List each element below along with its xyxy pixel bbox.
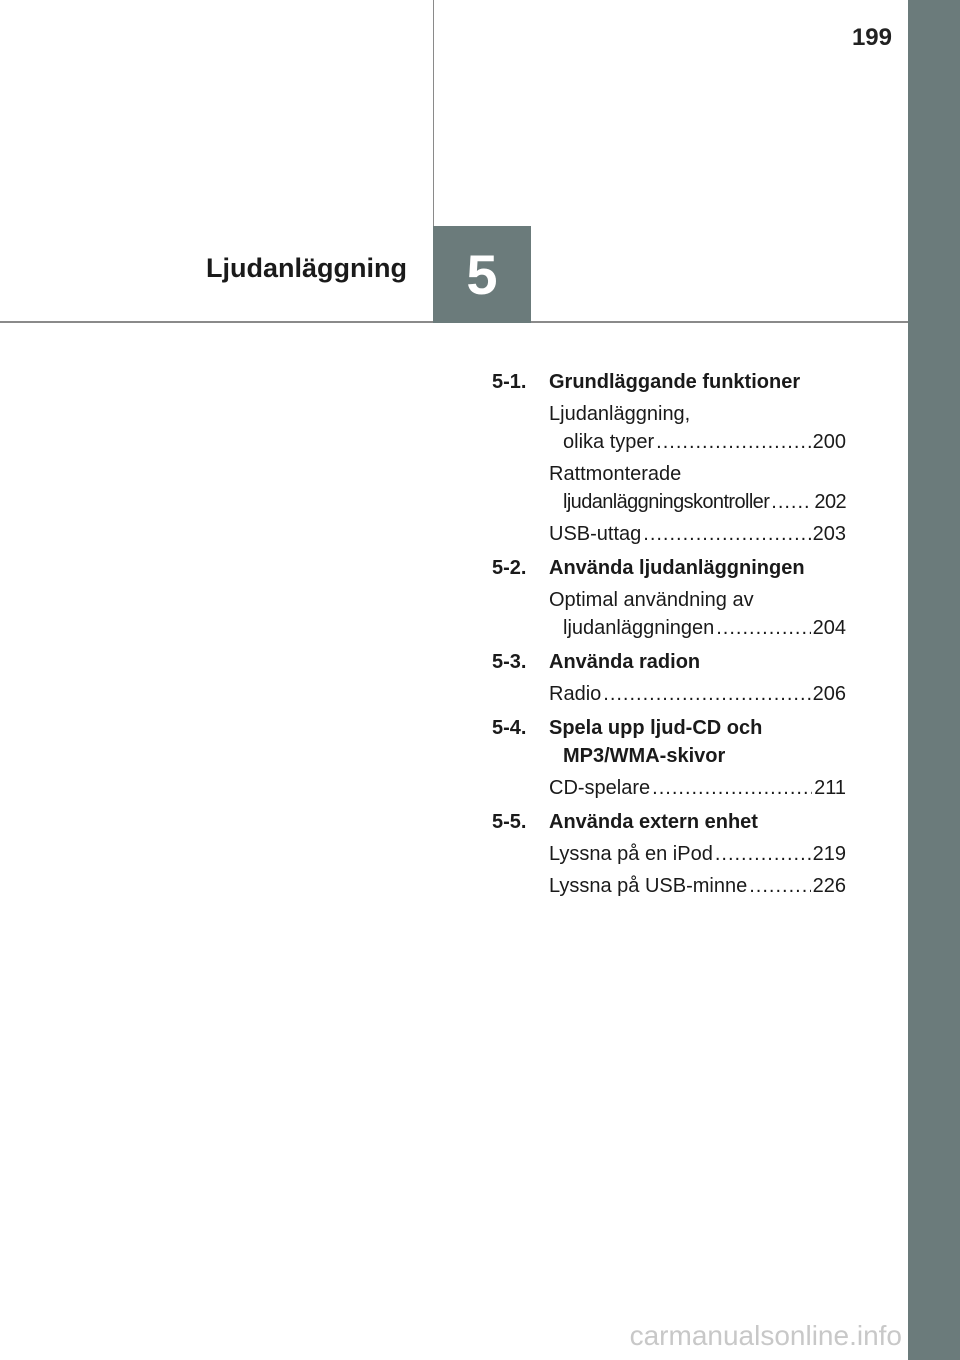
toc-entry[interactable] [549, 680, 846, 708]
section-number: 5-5. [492, 811, 527, 833]
toc-section-5-5[interactable] [492, 808, 846, 836]
leader-dots [749, 872, 810, 900]
leader-dots [603, 680, 810, 708]
leader-dots [715, 840, 811, 868]
entry-title: Lyssna på en iPod [549, 843, 713, 865]
entry-page: 203 [812, 523, 846, 545]
leader-dots [652, 774, 812, 802]
vertical-divider [433, 0, 434, 228]
section-title: Använda ljudanläggningen [549, 557, 805, 579]
entry-page: 219 [812, 843, 846, 865]
page-number: 199 [851, 24, 892, 51]
entry-page: 206 [812, 683, 846, 705]
section-number: 5-1. [492, 371, 527, 393]
entry-title: CD-spelare [549, 777, 651, 799]
section-number: 5-2. [492, 557, 527, 579]
entry-title: Radio [549, 683, 602, 705]
entry-title: Rattmonterade [549, 463, 682, 485]
section-title: Grundläggande funktioner [549, 371, 801, 393]
toc-entry[interactable] [549, 400, 846, 456]
entry-title: Optimal användning av [549, 589, 754, 611]
watermark: carmanualsonline.info [629, 1320, 902, 1351]
chapter-title: Ljudanläggning [206, 253, 407, 283]
toc-section-5-3[interactable] [492, 648, 846, 676]
table-of-contents [492, 368, 846, 900]
section-title-cont: MP3/WMA-skivor [563, 745, 726, 767]
entry-page: 226 [812, 875, 846, 897]
entry-page: 200 [812, 431, 846, 453]
section-number: 5-3. [492, 651, 527, 673]
side-tab [908, 0, 960, 1360]
toc-entry[interactable] [549, 460, 846, 516]
toc-entry[interactable] [549, 586, 846, 642]
entry-page: 204 [812, 617, 846, 639]
leader-dots [771, 488, 812, 516]
section-number: 5-4. [492, 717, 527, 739]
leader-dots [716, 614, 810, 642]
section-title: Spela upp ljud-CD och [549, 717, 763, 739]
toc-section-5-4[interactable] [492, 714, 846, 770]
entry-page: 202 [814, 491, 846, 513]
chapter-number: 5 [433, 226, 531, 323]
toc-entry[interactable] [549, 774, 846, 802]
entry-title-cont: ljudanläggningskontroller [563, 491, 770, 513]
leader-dots [643, 520, 810, 548]
entry-title: USB-uttag [549, 523, 642, 545]
toc-entry[interactable] [549, 520, 846, 548]
toc-section-5-1[interactable] [492, 368, 846, 396]
section-title: Använda extern enhet [549, 811, 758, 833]
leader-dots [656, 428, 810, 456]
entry-title: Lyssna på USB-minne [549, 875, 748, 897]
toc-section-5-2[interactable] [492, 554, 846, 582]
entry-title-cont: olika typer [563, 431, 655, 453]
entry-title-cont: ljudanläggningen [563, 617, 715, 639]
toc-entry[interactable] [549, 872, 846, 900]
section-title: Använda radion [549, 651, 701, 673]
toc-entry[interactable] [549, 840, 846, 868]
entry-page: 211 [814, 777, 846, 799]
entry-title: Ljudanläggning, [549, 403, 691, 425]
